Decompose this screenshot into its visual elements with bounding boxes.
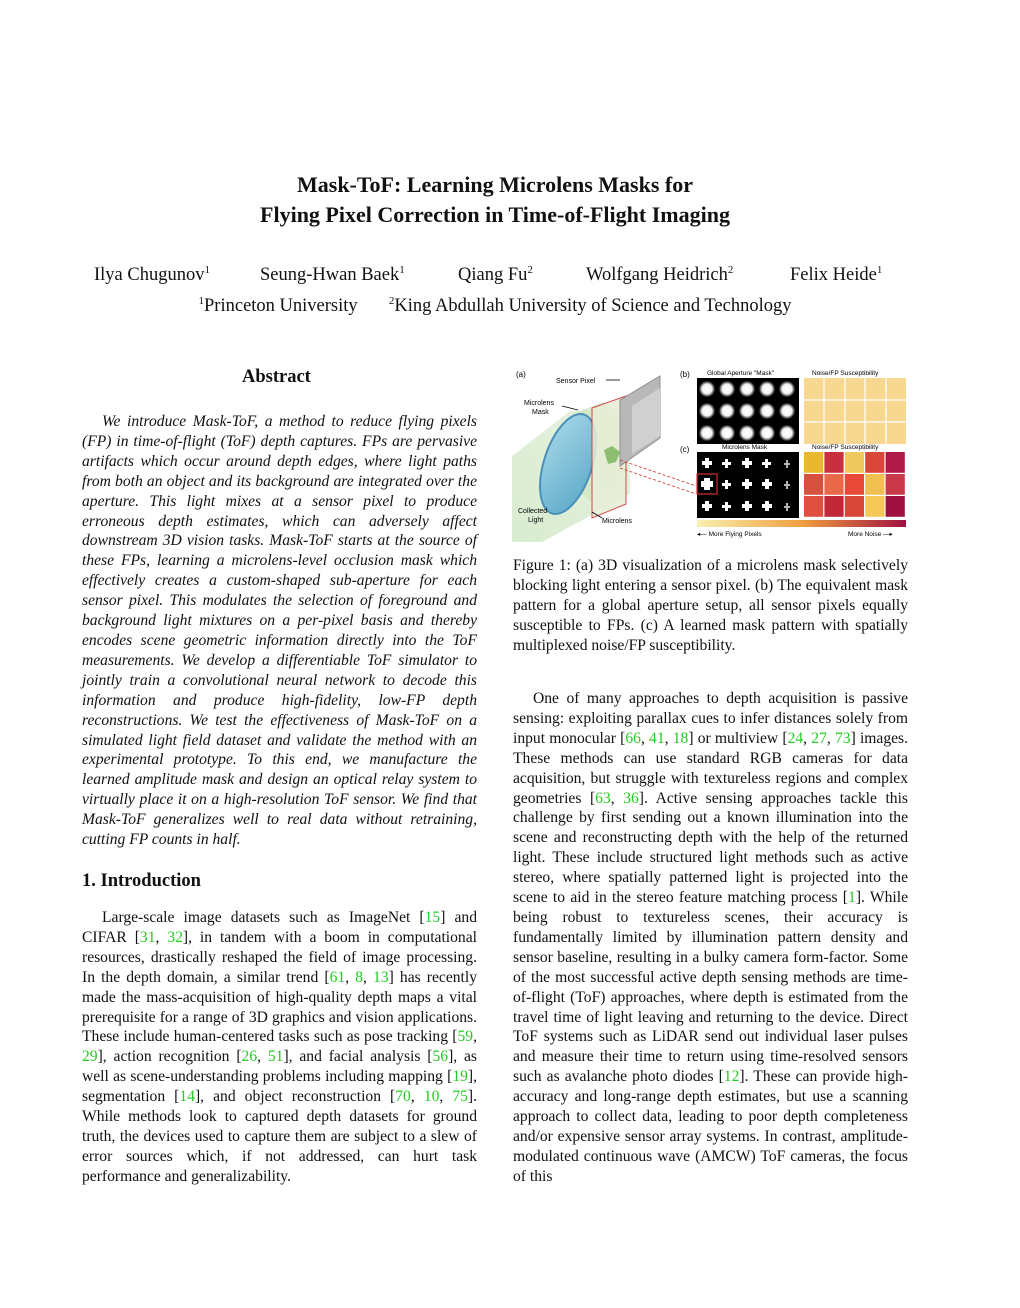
intro-column-right bbox=[513, 689, 908, 1187]
author-1: Ilya Chugunov$^1$ bbox=[94, 263, 210, 285]
intro-column-left bbox=[82, 908, 477, 1187]
citation-link[interactable]: 27 bbox=[811, 729, 827, 747]
citation-link[interactable]: 15 bbox=[424, 909, 441, 926]
author-3: Qiang Fu$^2$ bbox=[458, 263, 533, 285]
heatmap-cell bbox=[865, 452, 884, 473]
heatmap-cell bbox=[886, 496, 905, 517]
heatmap-cell bbox=[824, 452, 843, 473]
citation-link[interactable]: 59 bbox=[457, 1028, 474, 1046]
citation-link[interactable]: 29 bbox=[82, 1048, 98, 1066]
microlens-mask-label-line1: Microlens bbox=[524, 400, 554, 407]
noise-title-b: Noise/FP Susceptibility bbox=[812, 370, 879, 377]
panel-a-label: (a) bbox=[516, 370, 526, 379]
citation-link[interactable]: 70 bbox=[395, 1088, 411, 1106]
global-mask-blobs bbox=[699, 381, 795, 441]
sensor-pixel-label: Sensor Pixel bbox=[556, 378, 596, 385]
citation-link[interactable]: 73 bbox=[834, 729, 851, 747]
citation-link[interactable]: 18 bbox=[672, 729, 689, 747]
citation-link[interactable]: 75 bbox=[452, 1088, 468, 1106]
zoom-line-top bbox=[620, 460, 696, 486]
heatmap-cell bbox=[886, 474, 905, 495]
author-4: Wolfgang Heidrich$^2$ bbox=[586, 263, 734, 285]
citation-link[interactable]: 10 bbox=[423, 1088, 440, 1106]
figure-1-caption: Figure 1: (a) 3D visualization of a microlens mask selectively blocking light entering a sensor pixel. (b) The equivalent mask pattern for a global aperture setup, all sensor pixels equally susceptible to FPs. (c) A learned mask pattern with spatially multiplexed noise/FP susceptibility. bbox=[513, 557, 908, 654]
abstract-text: We introduce Mask-ToF, a method to reduce flying pixels (FP) in time-of-flight (ToF) depth captures. FPs are pervasive artifacts which occur around depth edges, where light paths from both an object and its background are integrated over the aperture. This light mixes at a sensor pixel to produce erroneous depth estimates, which can adversely affect downstream 3D vision tasks. Mask-ToF starts at the source of these FPs, learning a microlens-level occlusion mask which effectively creates a custom-shaped sub-aperture for each sensor pixel. This modulates the selection of foreground and background light mixtures on a per-pixel basis and thereby encodes scene geometric information directly into the ToF measurements. We develop a differentiable ToF simulator to jointly train a convolutional neural network to decode this information and produce high-fidelity, low-FP depth reconstructions. We test the effectiveness of Mask-ToF on a simulated light field dataset and validate the method with an experimental prototype. To this end, we manufacture the learned amplitude mask and design an optical relay system to virtually place it on a high-resolution ToF sensor. We find that Mask-ToF generalizes well to real data without retraining, cutting FP counts in half. bbox=[82, 413, 477, 849]
citation-link[interactable]: 19 bbox=[452, 1068, 468, 1086]
heatmap-cell bbox=[804, 452, 823, 473]
heatmap-cell bbox=[865, 474, 884, 495]
citation-link[interactable]: 12 bbox=[723, 1068, 740, 1086]
heatmap-cell bbox=[886, 452, 905, 473]
colorbar-left-label: ◂— More Flying Pixels bbox=[697, 531, 762, 538]
collected-light-label-line1: Collected bbox=[518, 508, 548, 515]
intro-heading: 1. Introduction bbox=[82, 871, 201, 891]
citation-link[interactable]: 61 bbox=[329, 968, 346, 986]
citation-link[interactable]: 63 bbox=[595, 789, 611, 807]
intro-paragraph-2: One of many approaches to depth acquisition is passive sensing: exploiting parallax cues to infer distances solely from input monocular [66, 41, 18] or multiview [24, 27, 73] images. These methods can use standard RGB cameras for data acquisition, but struggle with textureless regions and complex geometries [63, 36]. Active sensing approaches tackle this challenge by first sending out a known illumination into the scene and reconstructing depth with the help of the returned light. These include structured light methods such as active stereo, where spatially patterned light is projected into the scene to aid in the stereo feature matching process [1]. While being robust to textureless scenes, their accuracy is fundamentally limited by illumination pattern density and sensor baseline, resulting in a bulky camera form-factor. Some of the most successful active depth sensing methods are time-of-flight (ToF) approaches, where depth is estimated from the travel time of light leaving and returning to the device. Direct ToF systems such as LiDAR send out individual laser pulses and measure their time to return using time-resolved sensors such as avalanche photo diodes [12]. These can provide high-accuracy and long-range depth estimates, but use a scanning approach to collect data, leading to poor depth completeness and/or expensive sensor array systems. In contrast, amplitude-modulated continuous wave (AMCW) ToF cameras, the focus of this bbox=[513, 690, 909, 1185]
author-2: Seung-Hwan Baek$^1$ bbox=[260, 263, 405, 285]
affiliation-2: $^2$King Abdullah University of Science and Technology bbox=[388, 294, 792, 316]
citation-link[interactable]: 32 bbox=[167, 928, 183, 946]
noise-title-c: Noise/FP Susceptibility bbox=[812, 444, 879, 451]
zoom-line-bottom bbox=[620, 468, 696, 494]
susceptibility-colorbar bbox=[697, 520, 906, 527]
citation-link[interactable]: 14 bbox=[179, 1088, 195, 1106]
panel-b-label: (b) bbox=[680, 370, 690, 379]
microlens-mask-arrow bbox=[562, 406, 578, 410]
uniform-susceptibility-grid bbox=[804, 378, 906, 444]
heatmap-cell bbox=[804, 474, 823, 495]
citation-link[interactable]: 41 bbox=[649, 729, 665, 747]
citation-link[interactable]: 1 bbox=[848, 889, 856, 907]
global-aperture-title: Global Aperture "Mask" bbox=[707, 370, 775, 377]
collected-light-label-line2: Light bbox=[528, 517, 544, 524]
microlens-label: Microlens bbox=[602, 518, 632, 525]
heatmap-cell bbox=[865, 496, 884, 517]
citation-link[interactable]: 31 bbox=[139, 928, 156, 946]
intro-paragraph-1: Large-scale image datasets such as ImageNet [15] and CIFAR [31, 32], in tandem with a boom in computational resources, drastically reshaped the field of image processing. In the depth domain, a similar trend [61, 8, 13] has recently made the mass-acquisition of high-quality depth maps a vital prerequisite for a range of 3D graphics and vision applications. These include human-centered tasks such as pose tracking [59, 29], action recognition [26, 51], and facial analysis [56], as well as scene-understanding problems including mapping [19], segmentation [14], and object reconstruction [70, 10, 75]. While methods look to captured depth datasets for ground truth, the devices used to capture them are subject to a slew of error sources which, if not addressed, can hurt task performance and generalizability. bbox=[82, 909, 478, 1185]
citation-link[interactable]: 8 bbox=[355, 968, 363, 986]
affiliation-1: $^1$Princeton University bbox=[198, 294, 358, 316]
figure-1-graphic bbox=[512, 366, 908, 542]
figure-1 bbox=[512, 366, 908, 542]
heatmap-cell bbox=[824, 474, 843, 495]
heatmap-cell bbox=[804, 496, 823, 517]
abstract-body bbox=[82, 412, 477, 850]
microlens-mask-label-line2: Mask bbox=[532, 409, 549, 416]
citation-link[interactable]: 56 bbox=[432, 1048, 449, 1066]
heatmap-cell bbox=[845, 452, 864, 473]
microlens-mask-title: Microlens Mask bbox=[722, 444, 768, 451]
title-line-2: Flying Pixel Correction in Time-of-Flight Imaging bbox=[260, 202, 730, 227]
author-5: Felix Heide$^1$ bbox=[790, 263, 883, 285]
abstract-heading: Abstract bbox=[242, 367, 311, 387]
citation-link[interactable]: 24 bbox=[787, 729, 804, 747]
affiliations bbox=[0, 296, 990, 317]
panel-c-label: (c) bbox=[680, 445, 690, 454]
citation-link[interactable]: 26 bbox=[241, 1048, 258, 1066]
susceptibility-heatmap bbox=[804, 452, 905, 517]
paper-title bbox=[0, 170, 990, 230]
heatmap-cell bbox=[824, 496, 843, 517]
citation-link[interactable]: 51 bbox=[267, 1048, 284, 1066]
colorbar-right-label: More Noise —▸ bbox=[848, 531, 893, 538]
heatmap-cell bbox=[845, 496, 864, 517]
title-line-1: Mask-ToF: Learning Microlens Masks for bbox=[297, 172, 693, 197]
heatmap-cell bbox=[845, 474, 864, 495]
citation-link[interactable]: 66 bbox=[625, 729, 641, 747]
citation-link[interactable]: 36 bbox=[623, 789, 639, 807]
citation-link[interactable]: 13 bbox=[373, 968, 389, 986]
